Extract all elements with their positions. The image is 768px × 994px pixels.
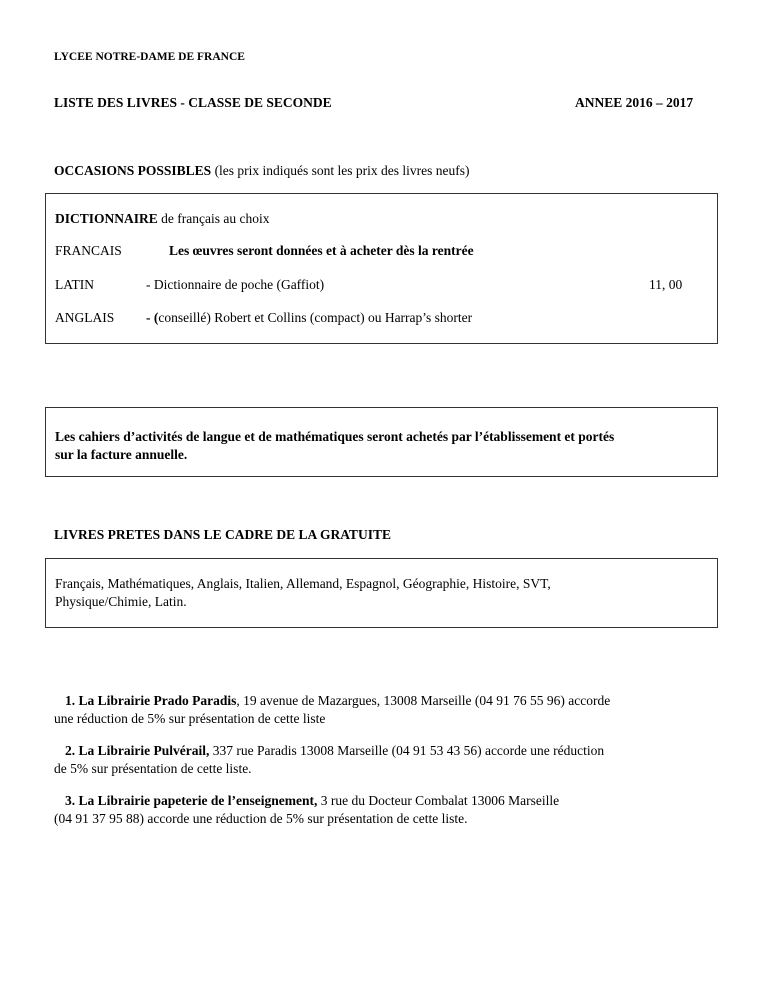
- row-subject-latin: LATIN: [55, 277, 94, 292]
- occasions-heading: [54, 163, 470, 179]
- librairie-3-address: 3 rue du Docteur Combalat 13006 Marseille: [317, 793, 560, 808]
- row-subject-anglais: ANGLAIS: [55, 310, 115, 325]
- occasions-title: OCCASIONS POSSIBLES: [54, 163, 212, 178]
- librairie-1-name: La Librairie Prado Paradis: [78, 693, 237, 708]
- gratuite-box: [45, 558, 718, 628]
- row-text-anglais-rest: conseillé) Robert et Collins (compact) ou Harrap’s shorter: [158, 310, 473, 325]
- librairie-3-num: 3.: [65, 793, 76, 808]
- librairie-2-line-1: [65, 743, 604, 759]
- librairie-1-address: , 19 avenue de Mazargues, 13008 Marseille (04 91 76 55 96) accorde: [236, 693, 611, 708]
- librairie-2-num: 2.: [65, 743, 76, 758]
- librairie-3-line-2: (04 91 37 95 88) accorde une réduction de 5% sur présentation de cette liste.: [54, 811, 468, 826]
- row-text-anglais: [146, 310, 472, 326]
- school-year: ANNEE 2016 – 2017: [575, 95, 694, 110]
- dictionnaire-line: [55, 211, 269, 227]
- row-text-latin: - Dictionnaire de poche (Gaffiot): [146, 277, 325, 292]
- school-name: LYCEE NOTRE-DAME DE FRANCE: [54, 51, 245, 63]
- row-price-latin: 11, 00: [649, 277, 683, 292]
- librairie-3-name: La Librairie papeterie de l’enseignement,: [78, 793, 318, 808]
- librairie-2-address: 337 rue Paradis 13008 Marseille (04 91 53 43 56) accorde une réduction: [209, 743, 605, 758]
- librairie-3-line-1: [65, 793, 559, 809]
- occasions-note: (les prix indiqués sont les prix des livres neufs): [211, 163, 470, 178]
- librairie-1-line-1: [65, 693, 610, 709]
- list-title: LISTE DES LIVRES - CLASSE DE SECONDE: [54, 95, 332, 110]
- gratuite-line-1: Français, Mathématiques, Anglais, Italien, Allemand, Espagnol, Géographie, Histoire, SVT,: [55, 576, 551, 591]
- cahiers-line-1: Les cahiers d’activités de langue et de mathématiques seront achetés par l’établissement et portés: [55, 429, 615, 444]
- librairie-1-line-2: une réduction de 5% sur présentation de cette liste: [54, 711, 326, 726]
- dictionnaire-label: DICTIONNAIRE: [55, 211, 158, 226]
- gratuite-heading: LIVRES PRETES DANS LE CADRE DE LA GRATUITE: [54, 527, 391, 542]
- dictionnaire-text: de français au choix: [157, 211, 270, 226]
- row-text-anglais-bold: - (: [146, 310, 159, 325]
- cahiers-box: [45, 407, 718, 477]
- librairie-2-line-2: de 5% sur présentation de cette liste.: [54, 761, 252, 776]
- cahiers-line-2: sur la facture annuelle.: [55, 447, 188, 462]
- row-text-francais: Les œuvres seront données et à acheter dès la rentrée: [169, 243, 474, 258]
- row-subject-francais: FRANCAIS: [55, 243, 122, 258]
- gratuite-line-2: Physique/Chimie, Latin.: [55, 594, 187, 609]
- librairie-2-name: La Librairie Pulvérail,: [78, 743, 210, 758]
- occasions-box: [45, 193, 718, 344]
- librairie-1-num: 1.: [65, 693, 76, 708]
